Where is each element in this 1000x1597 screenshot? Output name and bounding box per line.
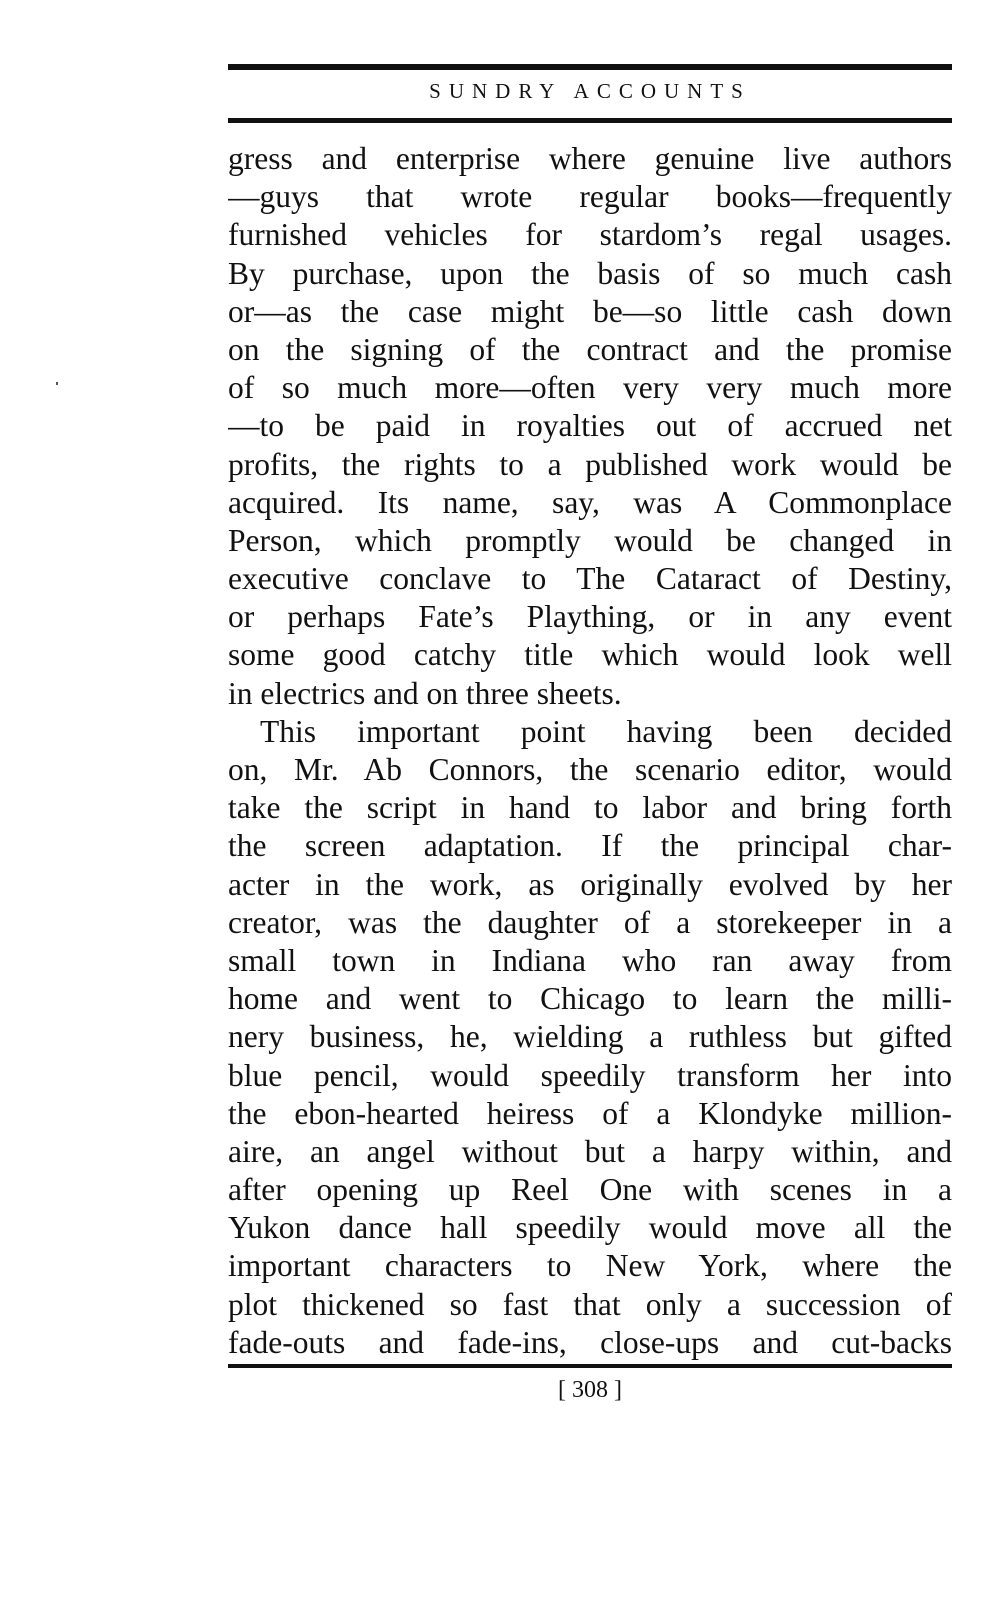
text-line: of so much more—often very very much more	[228, 370, 952, 406]
text-line: or—as the case might be—so little cash down	[228, 293, 952, 329]
header-rule-top	[228, 64, 952, 70]
text-line: or perhaps Fate’s Plaything, or in any event	[228, 599, 952, 635]
text-line: —guys that wrote regular books—frequently	[228, 179, 952, 215]
paragraph-end-line: in electrics and on three sheets.	[228, 675, 622, 711]
text-line: take the script in hand to labor and bring forth	[228, 790, 952, 826]
text-line: By purchase, upon the basis of so much cash	[228, 255, 952, 291]
body-text	[228, 140, 952, 1362]
text-line: small town in Indiana who ran away from	[228, 942, 952, 978]
text-line: executive conclave to The Cataract of Destiny,	[228, 561, 952, 597]
text-line: on, Mr. Ab Connors, the scenario editor, would	[228, 752, 952, 787]
text-line: acquired. Its name, say, was A Commonplace	[228, 484, 952, 520]
text-line: important characters to New York, where the	[228, 1248, 952, 1284]
text-line: some good catchy title which would look well	[228, 637, 952, 673]
text-line: blue pencil, would speedily transform her into	[228, 1057, 952, 1093]
text-line: the ebon-hearted heiress of a Klondyke million-	[228, 1095, 952, 1131]
text-line: nery business, he, wielding a ruthless but gifted	[228, 1019, 952, 1055]
text-line: —to be paid in royalties out of accrued net	[228, 408, 952, 444]
text-line: gress and enterprise where genuine live authors	[228, 141, 952, 176]
header-rule-bottom	[228, 118, 952, 123]
text-line: furnished vehicles for stardom’s regal usages.	[228, 217, 952, 253]
text-line: after opening up Reel One with scenes in a	[228, 1172, 952, 1208]
text-line: Person, which promptly would be changed in	[228, 522, 952, 558]
text-line: creator, was the daughter of a storekeeper in a	[228, 904, 952, 940]
text-line: fade-outs and fade-ins, close-ups and cut-backs	[228, 1324, 952, 1360]
footer-rule	[228, 1364, 952, 1368]
text-line: home and went to Chicago to learn the milli-	[228, 981, 952, 1017]
text-line: on the signing of the contract and the promise	[228, 331, 952, 367]
text-line: the screen adaptation. If the principal char-	[228, 828, 952, 864]
running-head: SUNDRY ACCOUNTS	[429, 79, 751, 103]
margin-speck	[56, 382, 58, 385]
text-line: Yukon dance hall speedily would move all the	[228, 1210, 952, 1246]
text-line: aire, an angel without but a harpy within, and	[228, 1133, 952, 1169]
text-line: profits, the rights to a published work would be	[228, 446, 952, 482]
text-line: plot thickened so fast that only a succession of	[228, 1286, 952, 1322]
page-number: [ 308 ]	[558, 1377, 622, 1403]
paragraph-start-line: This important point having been decided	[260, 713, 952, 749]
text-line: acter in the work, as originally evolved by her	[228, 866, 952, 902]
